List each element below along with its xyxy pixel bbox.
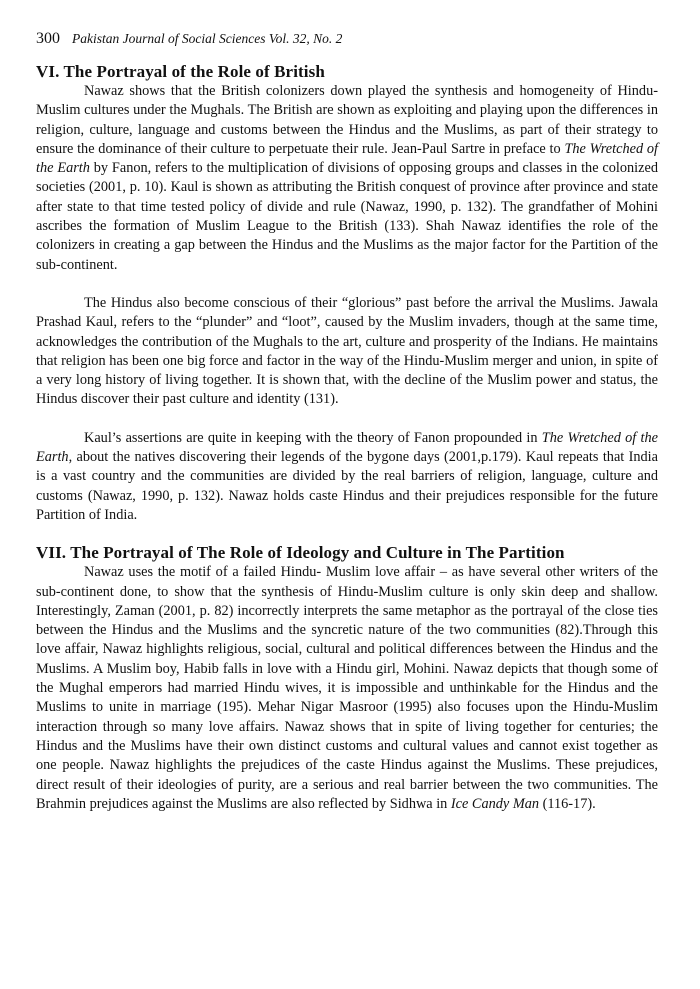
journal-title: Pakistan Journal of Social Sciences Vol. 32, No. 2 xyxy=(72,31,343,46)
body-paragraph xyxy=(36,294,658,410)
text-segment: (116-17). xyxy=(539,795,596,812)
text-segment: by Fanon, refers to the multiplication of divisions of opposing groups and classes in the colonized societies (2001, p. 10). Kaul is shown as attributing the British conquest of province after province and state after state to that time tested policy of divide and rule (Nawaz, 1990, p. 132). The grandfather of Mohini ascribes the formation of Muslim League to the British (133). Shah Nawaz identifies the role of the colonizers in creating a gap between the Hindus and the Muslims as the major factor for the Partition of the sub-continent. xyxy=(36,160,658,273)
section-heading: VII. The Portrayal of The Role of Ideology and Culture in The Partition xyxy=(36,543,565,563)
book-title-italic: Ice Candy Man xyxy=(450,795,540,812)
journal-page xyxy=(36,30,658,814)
text-segment: Nawaz shows that the British colonizers down played the synthesis and homogeneity of Hindu-Muslim cultures under the Mughals. The British are shown as exploiting and playing upon the differences in religion, culture, language and customs between the Hindus and the Muslims, as part of their strategy to ensure the dominance of their culture to perpetuate their rule. Jean-Paul Sartre in preface to xyxy=(36,83,658,157)
book-title-italic: The Wretched of the Earth xyxy=(36,140,658,177)
page-number: 300 xyxy=(36,30,60,47)
text-segment: Nawaz uses the motif of a failed Hindu- Muslim love affair – as have several other writers of the sub-continent done, to show that the synthesis of Hindu-Muslim culture is only skin deep and shallow. Interestingly, Zaman (2001, p. 82) incorrectly interprets the same metaphor as the portrayal of the close ties between the Hindus and the Muslims and the syncretic nature of the two communities (82).Through this love affair, Nawaz highlights religious, social, cultural and political differences between the Hindus and the Muslims. A Muslim boy, Habib falls in love with a Hindu girl, Mohini. Nawaz depicts that though some of the Mughal emperors had married Hindu wives, it is impossible and unthinkable for the Hindus and the Muslims to unite in marriage (195). Mehar Nigar Masroor (1995) also focuses upon the Hindu-Muslim interaction through so many love affairs. Nawaz shows that in spite of living together for centuries; the Hindus and the Muslims have their own distinct customs and cultural values and cannot exist together as one people. Nawaz highlights the prejudices of the caste Hindus against the Muslims. These prejudices, direct result of their ideologies of purity, are a serious and real barrier between the two communities. The Brahmin prejudices against the Muslims are also reflected by Sidhwa in xyxy=(36,564,658,812)
text-segment: The Hindus also become conscious of their “glorious” past before the arrival the Muslims. Jawala Prashad Kaul, refers to the “plunder” and “loot”, caused by the Muslim invaders, though at the same time, acknowledges the contribution of the Mughals to the art, culture and prosperity of the Indians. He maintains that religion has been one big force and factor in the way of the Hindu-Muslim merger and union, in spite of a very long history of living together. It is shown that, with the decline of the Muslim power and status, the Hindus discover their past culture and identity (131). xyxy=(36,294,658,408)
text-segment: Kaul’s assertions are quite in keeping with the theory of Fanon propounded in xyxy=(84,429,542,446)
body-paragraph xyxy=(36,429,658,525)
text-segment: , about the natives discovering their legends of the bygone days (2001,p.179). Kaul repeats that India is a vast country and the communities are divided by the real barriers of religion, language, culture and customs (Nawaz, 1990, p. 132). Nawaz holds caste Hindus and their prejudices responsible for the future Partition of India. xyxy=(36,449,658,523)
running-header xyxy=(36,30,658,52)
body-paragraph xyxy=(36,82,658,275)
section-heading: VI. The Portrayal of the Role of British xyxy=(36,62,325,81)
body-paragraph xyxy=(36,563,658,814)
book-title-italic: The Wretched of the Earth xyxy=(36,429,658,466)
